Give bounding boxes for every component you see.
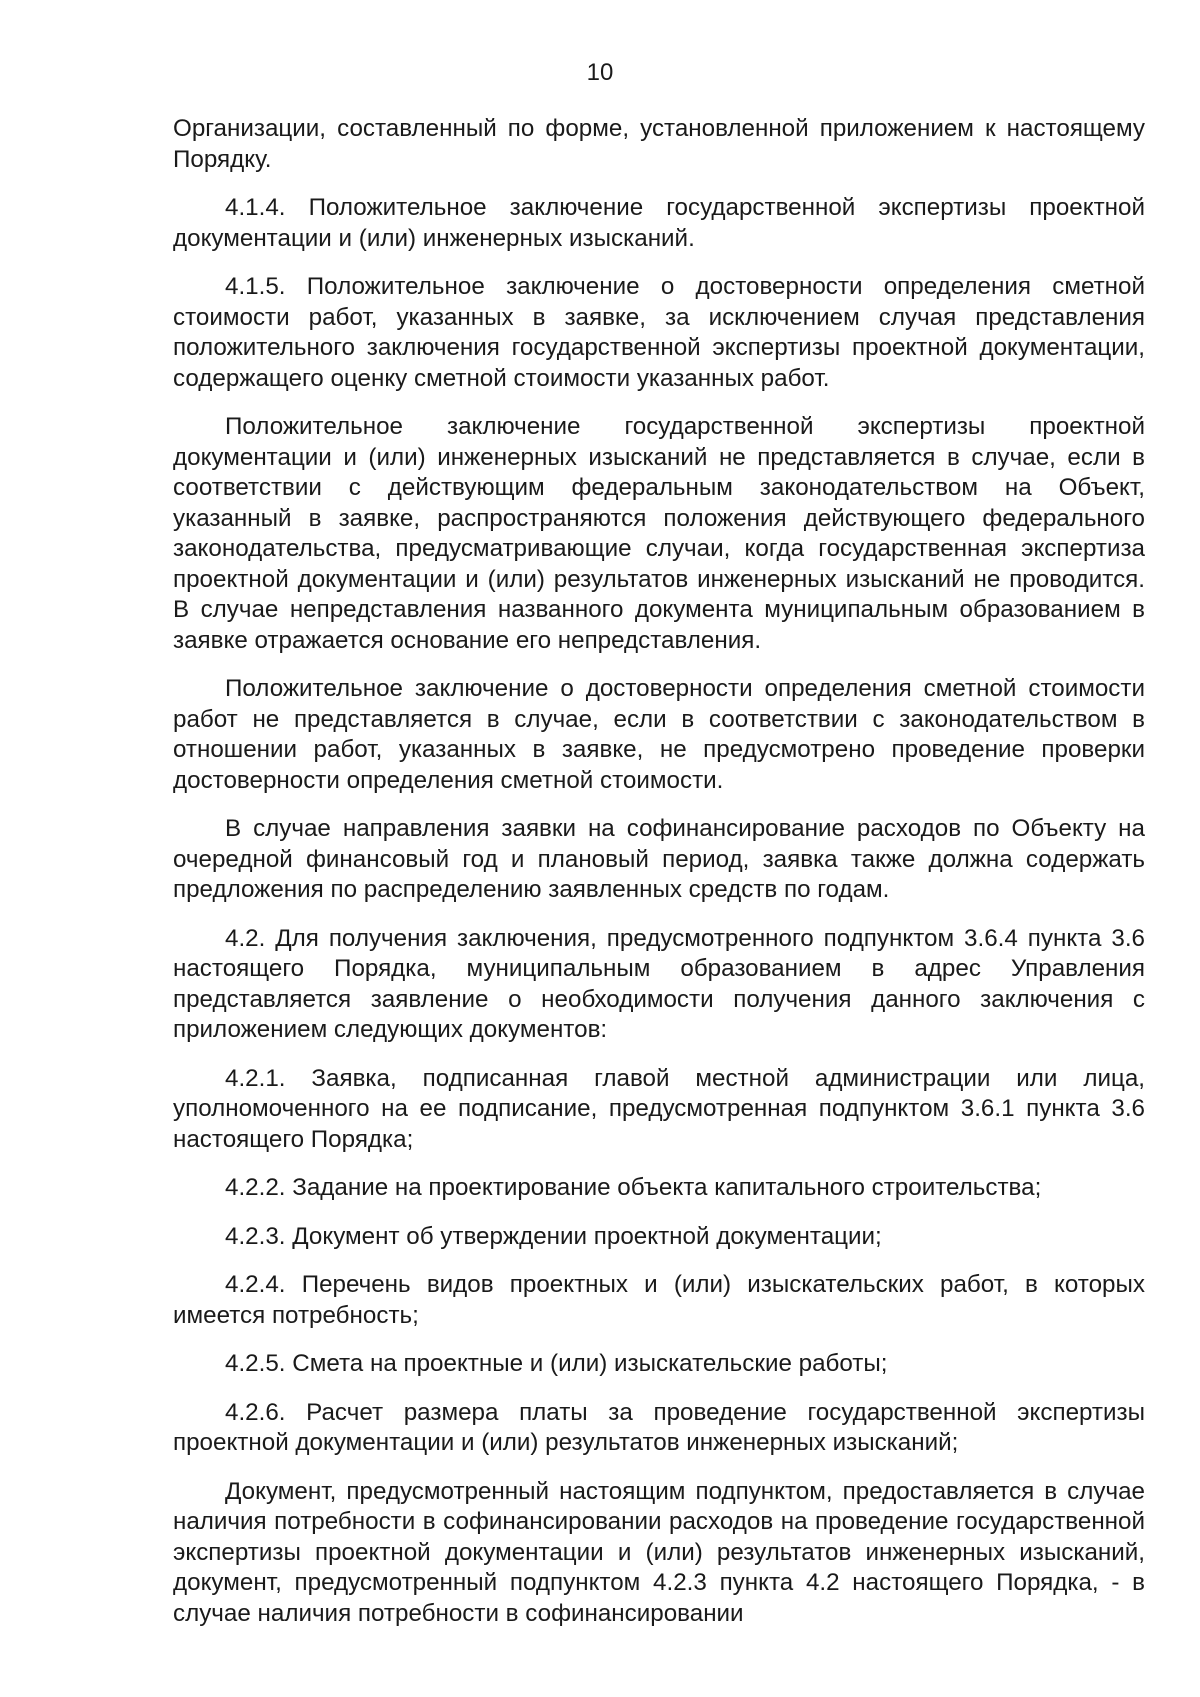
paragraph-4-2-5: 4.2.5. Смета на проектные и (или) изыскательские работы; — [225, 1350, 888, 1377]
paragraph-4-2-6: 4.2.6. Расчет размера платы за проведение государственной экспертизы проектной документации и (или) результатов инженерных изысканий; — [173, 1398, 1145, 1456]
paragraph-cost-exemption: Положительное заключение о достоверности определения сметной стоимости работ не представляется в случае, если в соответствии с законодательством в отношении работ, указанных в заявке, не предусмотрено проведение проверки достоверности определения сметной стоимости. — [173, 675, 1145, 794]
paragraph-4-2-2: 4.2.2. Задание на проектирование объекта капитального строительства; — [225, 1174, 1042, 1201]
paragraph-continuation: Организации, составленный по форме, установленной приложением к настоящему Порядку. — [173, 115, 1145, 173]
paragraph-4-2-3: 4.2.3. Документ об утверждении проектной документации; — [225, 1222, 882, 1250]
paragraph-4-2-1: 4.2.1. Заявка, подписанная главой местной администрации или лица, уполномоченного на ее подписание, предусмотренная подпунктом 3.6.1 пункта 3.6 настоящего Порядка; — [173, 1064, 1145, 1153]
paragraph-4-2-4: 4.2.4. Перечень видов проектных и (или) изыскательских работ, в которых имеется потребность; — [173, 1271, 1145, 1329]
paragraph-planning-period: В случае направления заявки на софинансирование расходов по Объекту на очередной финансовый год и плановый период, заявка также должна содержать предложения по распределению заявленных средств по годам. — [173, 815, 1145, 903]
page-number: 10 — [586, 59, 614, 86]
paragraph-expertise-exemption: Положительное заключение государственной экспертизы проектной документации и (или) инженерных изысканий не представляется в случае, если в соответствии с действующим федеральным законодательством на Объект, указанный в заявке, распространяются положения действующего федерального законодательства, предусматривающие случаи, когда государственная экспертиза проектной документации и (или) результатов инженерных изысканий не проводится. В случае непредставления названного документа муниципальным образованием в заявке отражается основание его непредставления. — [173, 413, 1145, 654]
paragraph-4-2: 4.2. Для получения заключения, предусмотренного подпунктом 3.6.4 пункта 3.6 настоящего Порядка, муниципальным образованием в адрес Управления представляется заявление о необходимости получения данного заключения с приложением следующих документов: — [173, 924, 1145, 1043]
paragraph-4-1-5: 4.1.5. Положительное заключение о достоверности определения сметной стоимости работ, указанных в заявке, за исключением случая представления положительного заключения государственной экспертизы проектной документации, содержащего оценку сметной стоимости указанных работ. — [173, 273, 1145, 392]
document-body — [173, 114, 1145, 1629]
paragraph-document-provision: Документ, предусмотренный настоящим подпунктом, предоставляется в случае наличия потребности в софинансировании расходов на проведение государственной экспертизы проектной документации и (или) результатов инженерных изысканий, документ, предусмотренный подпунктом 4.2.3 пункта 4.2 настоящего Порядка, - в случае наличия потребности в софинансировании — [173, 1477, 1145, 1627]
paragraph-4-1-4: 4.1.4. Положительное заключение государственной экспертизы проектной документации и (или) инженерных изысканий. — [173, 194, 1145, 252]
